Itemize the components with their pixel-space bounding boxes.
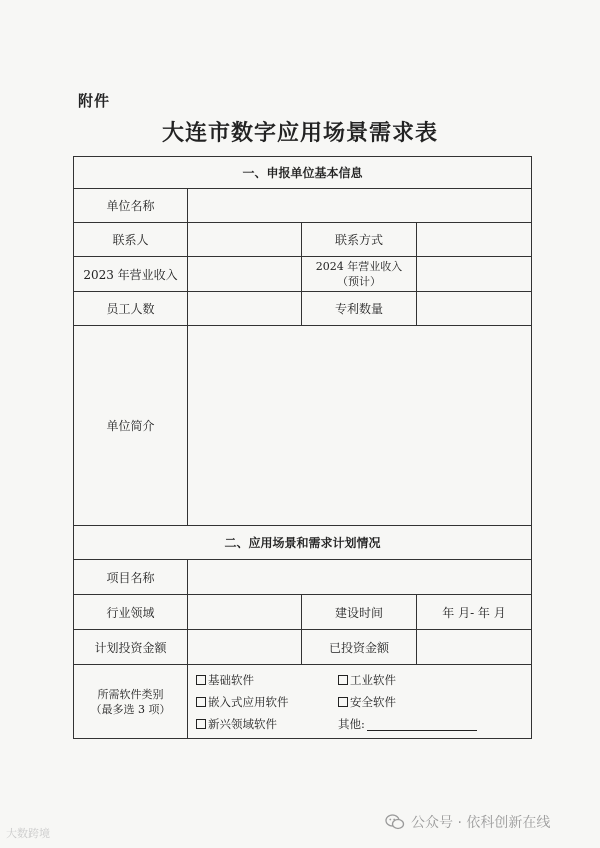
option-basic-label: 基础软件 xyxy=(208,672,254,687)
revenue-2023-label: 2023 年营业收入 xyxy=(74,257,188,292)
checkbox-icon[interactable] xyxy=(196,719,206,729)
option-security-software[interactable] xyxy=(338,694,518,710)
option-other[interactable] xyxy=(338,716,518,732)
project-name-label: 项目名称 xyxy=(74,560,188,595)
industry-row xyxy=(74,595,532,630)
unit-name-row xyxy=(74,189,532,223)
software-options-grid xyxy=(196,672,531,732)
watermark-left: 大数跨境 xyxy=(6,827,50,840)
planned-investment-field[interactable] xyxy=(188,630,302,665)
checkbox-icon[interactable] xyxy=(196,697,206,707)
intro-label: 单位简介 xyxy=(74,326,188,526)
option-other-label: 其他: xyxy=(338,716,365,731)
checkbox-icon[interactable] xyxy=(196,675,206,685)
revenue-2024-field[interactable] xyxy=(417,257,532,292)
software-type-row xyxy=(74,665,532,739)
contact-person-field[interactable] xyxy=(188,223,302,257)
contact-method-field[interactable] xyxy=(417,223,532,257)
software-type-label xyxy=(74,665,188,739)
section2-heading: 二、应用场景和需求计划情况 xyxy=(74,526,532,560)
industry-field[interactable] xyxy=(188,595,302,630)
option-industrial-label: 工业软件 xyxy=(350,672,396,687)
patents-field[interactable] xyxy=(417,292,532,326)
patents-label: 专利数量 xyxy=(302,292,417,326)
watermark-right-text: 公众号 · 依科创新在线 xyxy=(411,815,551,831)
employees-field[interactable] xyxy=(188,292,302,326)
project-name-field[interactable] xyxy=(188,560,532,595)
employees-label: 员工人数 xyxy=(74,292,188,326)
option-security-label: 安全软件 xyxy=(350,694,396,709)
investment-row xyxy=(74,630,532,665)
checkbox-icon[interactable] xyxy=(338,675,348,685)
invested-field[interactable] xyxy=(417,630,532,665)
unit-name-field[interactable] xyxy=(188,189,532,223)
build-time-field[interactable]: 年 月- 年 月 xyxy=(417,595,532,630)
wechat-icon xyxy=(385,814,405,830)
planned-investment-label: 计划投资金额 xyxy=(74,630,188,665)
section1-heading: 一、申报单位基本信息 xyxy=(74,157,532,189)
revenue-2024-label xyxy=(302,257,417,292)
option-emerging-label: 新兴领域软件 xyxy=(208,716,277,731)
section2-heading-row xyxy=(74,526,532,560)
project-name-row xyxy=(74,560,532,595)
contact-person-label: 联系人 xyxy=(74,223,188,257)
revenue-2024-label-line2: （预计） xyxy=(337,275,381,288)
requirement-form-table xyxy=(73,156,532,739)
invested-label: 已投资金额 xyxy=(302,630,417,665)
intro-field[interactable] xyxy=(188,326,532,526)
industry-label: 行业领域 xyxy=(74,595,188,630)
contact-row xyxy=(74,223,532,257)
software-type-label-line2: （最多选 3 项） xyxy=(90,702,171,716)
employees-row xyxy=(74,292,532,326)
watermark-right xyxy=(385,812,550,832)
option-industrial-software[interactable] xyxy=(338,672,518,688)
checkbox-icon[interactable] xyxy=(338,697,348,707)
option-embedded-software[interactable] xyxy=(196,694,338,710)
option-emerging-software[interactable] xyxy=(196,716,338,732)
attachment-label: 附件 xyxy=(78,92,111,110)
intro-row xyxy=(74,326,532,526)
software-options-cell xyxy=(188,665,532,739)
document-title: 大连市数字应用场景需求表 xyxy=(161,121,438,146)
revenue-2023-field[interactable] xyxy=(188,257,302,292)
section1-heading-row xyxy=(74,157,532,189)
software-type-label-line1: 所需软件类别 xyxy=(97,687,164,701)
option-embedded-label: 嵌入式应用软件 xyxy=(208,694,289,709)
revenue-2024-label-line1: 2024 年营业收入 xyxy=(315,260,403,273)
build-time-label: 建设时间 xyxy=(302,595,417,630)
unit-name-label: 单位名称 xyxy=(74,189,188,223)
option-basic-software[interactable] xyxy=(196,672,338,688)
other-input-line[interactable] xyxy=(367,718,477,731)
contact-method-label: 联系方式 xyxy=(302,223,417,257)
revenue-row xyxy=(74,257,532,292)
